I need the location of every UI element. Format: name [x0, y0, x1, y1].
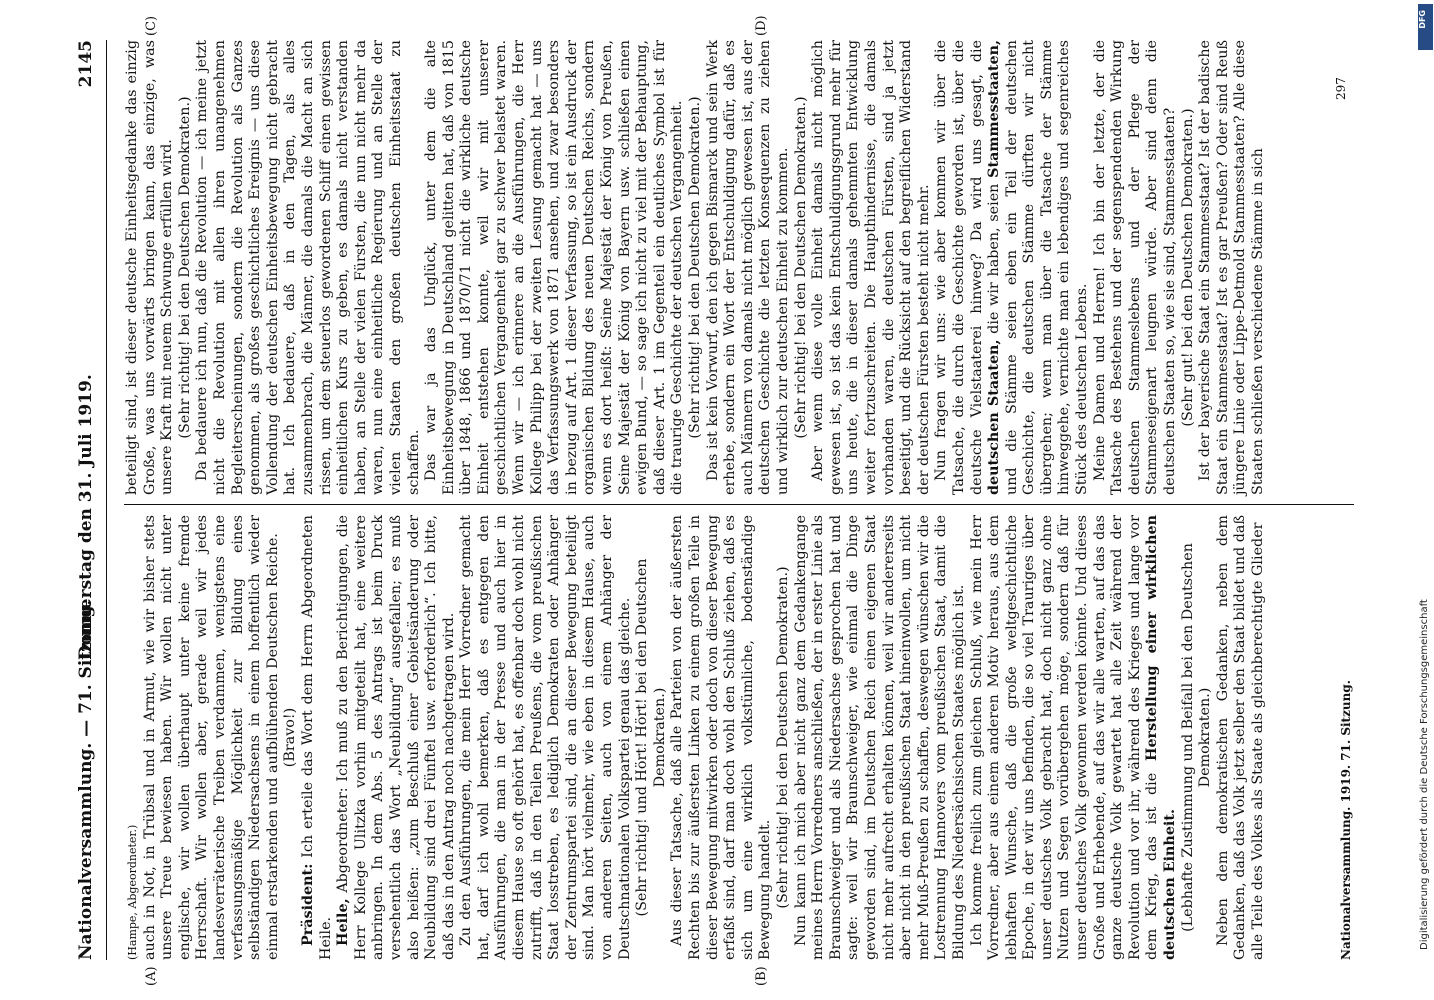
sheet-number: 297 [1334, 77, 1348, 100]
dfg-logo-icon: DFG [1418, 4, 1433, 50]
paragraph: Präsident: Ich erteile das Wort dem Herrn Abgeordneten Heile. [299, 514, 334, 960]
reaction: (Sehr richtig! und Hört! Hört! bei den Deutschen Demokraten.) [634, 558, 668, 917]
margin-marker-a: (A) [144, 966, 159, 986]
header-date: Donnerstag den 31. Juli 1919. [76, 374, 96, 660]
reaction: (Sehr gut! bei den Deutschen Demokraten.) [1179, 108, 1196, 427]
speaker-context: (Hampe, Abgeordneter.) [126, 824, 139, 960]
paragraph: Nun fragen wir uns: wie aber kommen wir über die Tatsache, die durch die Geschichte geworden ist, über die deutsche Vielstaaterei hinweg? Da wird uns gesagt, die deutschen Staaten, die wir haben, seien Stammesstaaten, und die Stämme seien eben ein Teil der deutschen Geschichte, die deutschen Stämme dürften wir nicht übergehen; wenn man über die Tatsache der Stämme hinweggehe, vernichte man ein lebendiges und segenreiches Stück des deutschen Lebens. [933, 40, 1091, 495]
paragraph: Ich komme freilich zum gleichen Schluß, wie mein Herr Vorredner, aber aus einem anderen Motiv heraus, aus dem lebhaften Wunsche, daß die große weltgeschichtliche Epoche, in der wir uns befinden, die so viel Trauriges über unser deutsches Volk gebracht hat, doch nicht ganz ohne Nutzen und Segen vorübergehen möge, sondern daß für unser deutsches Volk gewonnen werden könnte. Und dieses Große und Erhebende, auf das wir alle warten, auf das das ganze deutsche Volk gewartet hat alle Zeit während der Revolution und vor ihr, während des Krieges und lange vor dem Krieg, das ist die Herstellung einer wirklichen deutschen Einheit. [968, 514, 1179, 960]
paragraph: auch in Not, in Trübsal und in Armut, wie wir bisher stets unsere Treue bewiesen haben. Wir wollen nicht unter englische, wir wollen überhaupt unter keine fremde Herrschaft. Wir wollen aber, gerade weil wir jedes landesverräterische Treiben verdammen, wenigstens eine verfassungsmäßige Möglichkeit zur Bildung eines selbständigen Niedersachsens in einem hoffentlich wieder einmal erstarkenden und aufblühenden Deutschen Reiche. [141, 515, 281, 960]
margin-marker-b: (B) [754, 966, 769, 986]
emphasis: Herstellung einer wirklichen deutschen Einheit. [1144, 514, 1179, 960]
reaction: (Lebhafte Zustimmung und Beifall bei den Deutschen Demokraten.) [1179, 543, 1214, 932]
rotated-page-content [34, 0, 1400, 1000]
paragraph: Aus dieser Tatsache, daß alle Parteien von der äußersten Rechten bis zur äußersten Linken zu einem großen Teile in dieser Bewegung mitwirken oder doch von dieser Bewegung erfaßt sind, darf man doch wohl den Schluß ziehen, daß es sich um eine wirklich volkstümliche, bodenständige Bewegung handelt. [669, 515, 774, 960]
page-header [66, 40, 107, 960]
header-session: Nationalversammlung. — 71. Sitzung. [76, 599, 96, 960]
paragraph: Neben dem demokratischen Gedanken, neben dem Gedanken, daß das Volk jetzt selber den Staat bildet und daß alle Teile des Volkes als Staate als gleichberechtigte Glieder [1214, 515, 1266, 960]
paragraph: beteiligt sind, ist dieser deutsche Einheitsgedanke das einzig Große, was uns vorwärts bringen kann, das einzige, was unsere Kraft mit neuem Schwunge erfüllen wird. [124, 40, 176, 495]
paragraph: Aber wenn diese volle Einheit damals nicht möglich gewesen ist, so ist das kein Entschuldigungsgrund mehr für uns heute, die in dieser damals gehemmten Entwicklung weiter fortzuschreiten. Die Haupthindernisse, die damals vorhanden waren, die deutschen Fürsten, sind ja jetzt beseitigt, und die Rücksicht auf den begreiflichen Widerstand der deutschen Fürsten besteht nicht mehr. [810, 40, 932, 495]
reaction: (Sehr richtig! bei den Deutschen Demokraten.) [792, 96, 809, 439]
reaction: (Sehr richtig! bei den Deutschen Demokraten.) [774, 566, 791, 909]
header-page-number: 2145 [76, 40, 96, 88]
reaction: (Sehr richtig! bei den Deutschen Demokraten.) [687, 96, 703, 439]
funding-notice: Digitalisierung gefördert durch die Deutsche Forschungsgemeinschaft [1419, 599, 1430, 950]
emphasis: deutschen Staaten, [986, 339, 1003, 495]
funding-strip [1417, 0, 1434, 1000]
paragraph: Da bedauere ich nun, daß die Revolution — ich meine jetzt nicht die Revolution mit allen ihren unangenehmen Begleiterscheinungen, sondern die Revolution als Ganzes genommen, als großes geschichtliches Ereignis — uns diese Vollendung der deutschen Einheitsbewegung nicht gebracht hat. Ich bedauere, daß in den Tagen, als alles zusammenbrach, die Männer, die damals die Macht an sich rissen, um dem steuerlos gewordenen Schiff einen gewissen einheitlichen Kurs zu geben, es damals nicht verstanden haben, an Stelle der vielen Fürsten, die nun nicht mehr da waren, nun eine einheitliche Regierung und an Stelle der vielen Staaten den großen deutschen Einheitsstaat zu schaffen. [194, 40, 422, 495]
paragraph: Nun kann ich mich aber nicht ganz dem Gedankengange meines Herrn Vorredners anschließen, der in erster Linie als Braunschweiger und als Niedersachse gesprochen hat und sagte: weil wir Braunschweiger, wie einmal die Dinge geworden sind, im Deutschen Reich einen eigenen Staat nicht mehr aufrecht erhalten können, weil wir andererseits aber nicht in den preußischen Staat hineinwollen, um nicht mehr Muß-Preußen zu schaffen, deswegen wünschen wir die Lostrennung Hannovers vom preußischen Staat, damit die Bildung des Niedersächsischen Staates möglich ist. [792, 515, 967, 960]
paragraph: Das war ja das Unglück, unter dem die alte Einheitsbewegung in Deutschland gelitten hat, daß von 1815 über 1848, 1866 und 1870/71 nicht die wirkliche deutsche Einheit entstehen konnte, weil wir mit unserer geschichtlichen Vergangenheit gar zu schwer belastet waren. Wenn wir — ich erinnere an die Ausführungen, die Herr Kollege Philipp bei der zweiten Lesung gemacht hat — uns das Verfassungswerk von 1871 ansehen, und zwar besonders in bezug auf Art. 1 dieser Verfassung, so ist ein Ausdruck der organischen Bildung des neuen Deutschen Reichs, sondern wenn es dort heißt: Seine Majestät der König von Preußen, Seine Majestät der König von Bayern usw. schließen einen ewigen Bund, — so sage ich nicht zu viel mit der Behauptung, daß dieser Art. 1 im Gegenteil ein deutliches Symbol ist für die traurige Geschichte der deutschen Vergangenheit. [423, 40, 686, 495]
paragraph: Zu den Ausführungen, die mein Herr Vorredner gemacht hat, darf ich wohl bemerken, daß es entgegen den Ausführungen, die man in der Presse und auch hier in diesem Hause so oft gehört hat, es offenbar doch wohl nicht zutrifft, daß in den Teilen Preußens, die vom preußischen Staat losstreben, es lediglich Demokraten oder Anhänger der Zentrumspartei sind, die an dieser Bewegung beteiligt sind. Man hört vielmehr, wie eben in diesem Hause, auch von anderen Seiten, auch von einem Anhänger der Deutschnationalen Volkspartei genau das gleiche. [458, 515, 633, 960]
column-divider [124, 504, 1354, 505]
paragraph: Heile, Abgeordneter: Ich muß zu den Berichtigungen, die Herr Kollege Ulitzka vorhin mitgeteilt hat, eine weitere anbringen. In dem Abs. 5 des Antrags ist beim Druck versehentlich das Wort „Neubildung“ ausgefallen; es muß also heißen: „zum Beschluß einer Gebietsänderung oder Neubildung sind drei Fünftel usw. erforderlich“. Ich bitte, daß das in den Antrag noch nachgetragen wird. [335, 515, 457, 960]
right-column [124, 40, 1268, 495]
paragraph: Das ist kein Vorwurf, den ich gegen Bismarck und sein Werk erhebe, sondern ein Wort der Entschuldigung dafür, daß es auch Männern von damals nicht möglich gewesen ist, aus der deutschen Geschichte die letzten Konsequenzen zu ziehen und wirklich zur deutschen Einheit zu kommen. [704, 40, 791, 495]
left-column [124, 515, 1268, 960]
reaction: (Sehr richtig! bei den Deutschen Demokraten.) [176, 96, 193, 439]
reaction: (Bravo!) [282, 707, 299, 768]
margin-marker-d: (D) [754, 15, 769, 36]
emphasis: Stammesstaaten, [986, 40, 1003, 178]
speaker-name: Präsident: [299, 863, 316, 946]
page-footer: Nationalversammlung. 1919. 71. Sitzung. [1339, 680, 1353, 960]
paragraph: Meine Damen und Herren! Ich bin der letzte, der die Tatsache des Bestehens und der segenspendenden Wirkung deutschen Stammeslebens und der Pflege der Stammeseigenart leugnen würde. Aber sind denn die deutschen Staaten so, wie sie sind, Stammesstaaten? [1091, 40, 1179, 495]
margin-marker-c: (C) [144, 15, 159, 36]
paragraph: Ist der bayerische Staat ein Stammesstaat? Ist der badische Staat ein Stammesstaat? Ist es gar Preußen? Oder sind Reuß jüngere Linie oder Lippe-Detmold Stammesstaaten? Alle diese Staaten schließen verschiedene Stämme in sich [1197, 40, 1266, 495]
speaker-name: Heile, [335, 898, 352, 946]
